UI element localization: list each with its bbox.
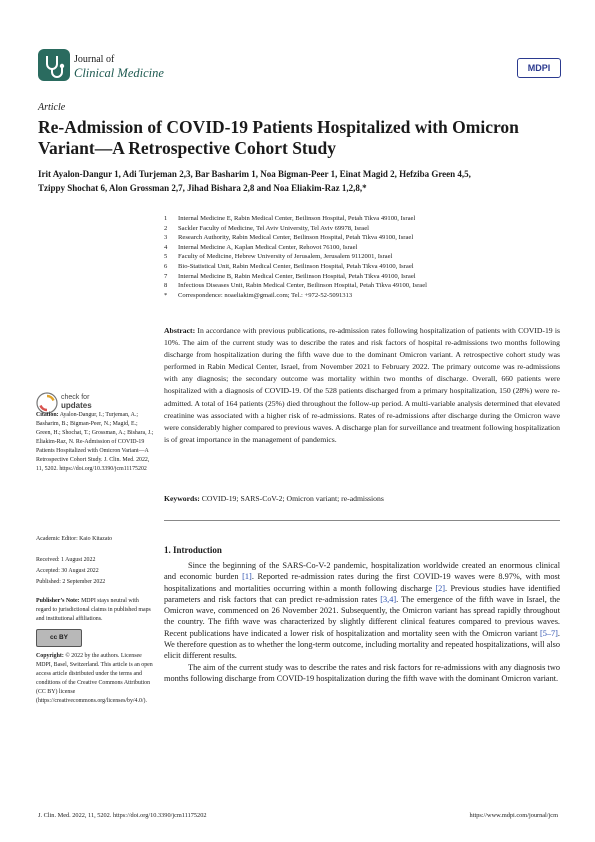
affiliation-item: 3 Research Authority, Rabin Medical Center, Beilinson Hospital, Petah Tikva 49100, Israel	[164, 234, 414, 242]
keywords-text: COVID-19; SARS-CoV-2; Omicron variant; re-admissions	[201, 494, 384, 503]
affiliation-item: 5 Faculty of Medicine, Hebrew University of Jerusalem, Jerusalem 9112001, Israel	[164, 253, 393, 261]
footer-journal-url[interactable]: https://www.mdpi.com/journal/jcm	[469, 812, 558, 819]
affiliation-item: 8 Infectious Diseases Unit, Rabin Medical Center, Beilinson Hospital, Petah Tikva 49100, Israel	[164, 282, 427, 290]
abstract-label: Abstract:	[164, 326, 196, 335]
author-list	[38, 167, 568, 195]
section-divider	[164, 520, 560, 521]
authors-line-1: Irit Ayalon-Dangur 1, Adi Turjeman 2,3, Bar Basharim 1, Noa Bigman-Peer 1, Einat Magid 2, Hefziba Green 4,5,	[38, 169, 471, 179]
affiliation-item: 4 Internal Medicine A, Kaplan Medical Center, Rehovot 76100, Israel	[164, 243, 358, 251]
citation-block	[36, 411, 154, 474]
check-updates-top: check for	[61, 394, 90, 401]
copyright-block	[36, 652, 154, 706]
journal-logo-icon	[38, 49, 70, 81]
article-type: Article	[38, 102, 66, 113]
section-heading: 1. Introduction	[164, 545, 222, 555]
paragraph: The aim of the current study was to describe the rates and risk factors for re-admissions with any diagnosis two months following discharge from COVID-19 hospitalization during the fifth wave with the dominant Omicron variant.	[164, 662, 560, 683]
authors-line-2: Tzippy Shochat 6, Alon Grossman 2,7, Jihad Bishara 2,8 and Noa Eliakim-Raz 1,2,8,*	[38, 183, 367, 193]
academic-editor: Academic Editor: Kaio Kitazato	[36, 536, 113, 542]
citation-link[interactable]: [1]	[242, 572, 252, 582]
affiliation-item: 6 Bio-Statistical Unit, Rabin Medical Center, Beilinson Hospital, Petah Tikva 49100, Israel	[164, 262, 414, 270]
abstract	[164, 325, 560, 446]
footer-citation: J. Clin. Med. 2022, 11, 5202. https://doi.org/10.3390/jcm11175202	[38, 812, 207, 819]
keywords-label: Keywords:	[164, 494, 200, 503]
citation-link[interactable]: [5–7]	[539, 628, 558, 638]
copyright-label: Copyright:	[36, 653, 64, 659]
citation-link[interactable]: [3,4]	[380, 594, 397, 604]
published-date: Published: 2 September 2022	[36, 579, 106, 585]
cc-by-license-badge[interactable]: cc BY	[36, 629, 82, 647]
publisher-note-text: MDPI stays neutral with regard to jurisdictional claims in published maps and institutional affiliations.	[36, 598, 151, 622]
abstract-text: In accordance with previous publications, re-admission rates following hospitalization of patients with COVID-19 is 10%. The aim of the current study was to describe the rates and risk factors of hospital re-admissions two months following discharge from hospitalization during the fifth wave due to the dominant Omicron variant. A retrospective cohort study was performed in Rabin Medical Center, Israel, from November 2021 to February 2022. The primary outcome was re-admissions with any diagnosis; the secondary outcome was mortality within two months of discharge. Overall, 660 patients were hospitalized with a diagnosis of COVID-19. Of the 528 patients discharged from a primary hospitalization, 150 (28%) were re-admitted. A total of 164 patients (25%) died throughout the follow-up period. A multi-variable analysis determined that elevated creatinine was associated with a higher risk of re-admissions. Rates of re-admissions after discharge during the Omicron wave were considerably higher compared to previous waves. A discharge plan for surveillance and treatment following hospitalization is of great importance in the management of pandemics.	[164, 326, 561, 444]
mdpi-logo: MDPI	[517, 58, 561, 78]
citation-text: Ayalon-Dangur, I.; Turjeman, A.; Basharim, B.; Bigman-Peer, N.; Magid, E.; Green, H.; Shochat, T.; Grossman, A.; Bishara, J.; Eliakim-Raz, N. Re-Admission of COVID-19 Patients Hospitalized with Omicron Variant—A Retrospective Cohort Study. J. Clin. Med. 2022, 11, 5202. https://doi.org/10.3390/jcm11175202	[36, 412, 154, 472]
affiliation-item: 1 Internal Medicine E, Rabin Medical Center, Beilinson Hospital, Petah Tikva 49100, Israel	[164, 215, 416, 222]
publisher-note-label: Publisher’s Note:	[36, 598, 80, 604]
citation-link[interactable]: [2]	[435, 583, 446, 593]
journal-name: Clinical Medicine	[74, 66, 164, 80]
affiliations	[164, 214, 564, 300]
keywords	[164, 494, 560, 503]
received-date: Received: 1 August 2022	[36, 557, 96, 563]
accepted-date: Accepted: 30 August 2022	[36, 568, 99, 574]
check-updates-bottom: updates	[61, 401, 92, 410]
article-title: Re-Admission of COVID-19 Patients Hospitalized with Omicron Variant—A Retrospective Cohort Study	[38, 117, 519, 158]
introduction-body	[164, 560, 560, 684]
affiliation-item: 7 Internal Medicine B, Rabin Medical Center, Beilinson Hospital, Petah Tikva 49100, Israel	[164, 272, 416, 280]
publisher-note	[36, 597, 154, 624]
journal-of-label: Journal of	[74, 54, 115, 65]
paragraph: Since the beginning of the SARS-Co-V-2 pandemic, hospitalization worldwide created an enormous clinical and economic burden [1]. Reported re-admission rates during the first COVID-19 waves were 8.97%, with most hospitalizations and mortalities occurring within a month following discharge [2]. Previous studies have identified parameters and risk factors that can predict re-admission rates [3,4]. The emergence of the fifth wave in Israel, the Omicron wave, commenced on 26 November 2021. Subsequently, the Omicron variant has spread rapidly throughout the country. The fifth wave was characterized by slightly different clinical features compared to previous waves. Recent publications have indicated a lower risk of hospitalization and mortality seen with the Omicron variant [5–7]. We therefore question as to whether the long-term outcome, including mortality and repeated hospitalizations, will also elicit different results.	[164, 561, 561, 661]
correspondence: * Correspondence: noaeliakim@gmail.com; Tel.: +972-52-5091313	[164, 291, 353, 299]
citation-label: Citation:	[36, 412, 59, 418]
copyright-text: © 2022 by the authors. Licensee MDPI, Basel, Switzerland. This article is an open access article distributed under the terms and conditions of the Creative Commons Attribution (CC BY) license (https://creativecommons.org/licenses/by/4.0/).	[36, 653, 153, 704]
affiliation-item: 2 Sackler Faculty of Medicine, Tel Aviv University, Tel Aviv 69978, Israel	[164, 224, 369, 232]
